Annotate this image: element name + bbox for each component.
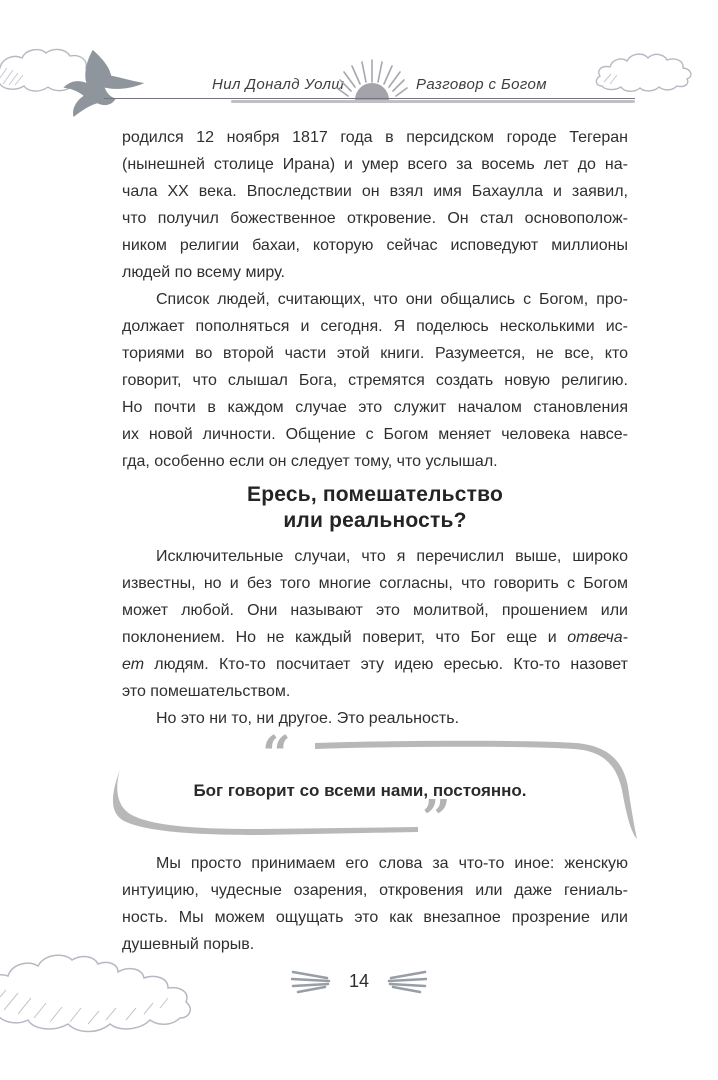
text-line: Список людей, считающих, что они общались с Богом, про- (156, 291, 628, 308)
paragraph (122, 850, 628, 958)
paragraph (122, 124, 628, 286)
paragraph (122, 705, 628, 732)
text-line: Но почти в каждом случае это служит началом становления (122, 399, 628, 416)
page-body (122, 124, 628, 958)
text-line: может любой. Они называют это молитвой, прошением или (122, 602, 628, 619)
text-line: ником религии бахаи, которую сейчас исповедуют миллионы (122, 237, 628, 254)
text-line: должает пополняться и сегодня. Я поделюсь несколькими ис- (122, 318, 628, 335)
text-line: ность. Мы можем ощущать это как внезапное прозрение или (122, 909, 628, 926)
sun-icon (336, 58, 408, 102)
header-author: Нил Доналд Уолш (212, 76, 345, 93)
page-footer (0, 968, 718, 994)
text-line: ет людям. Кто-то посчитает эту идею ересью. Кто-то назовет (122, 656, 628, 673)
dove-icon (56, 46, 148, 120)
section-heading-line2: или реальность? (283, 509, 467, 532)
wing-left-icon (291, 968, 331, 994)
text-line: гда, особенно если он следует тому, что услышал. (122, 453, 498, 470)
text-line: родился 12 ноября 1817 года в персидском городе Тегеран (122, 129, 628, 146)
quote-open-icon: “ (262, 724, 287, 783)
paragraph (122, 543, 628, 705)
text-line: людей по всему миру. (122, 264, 285, 281)
text-line: ториями во второй части этой книги. Разумеется, не все, кто (122, 345, 628, 362)
text-line: поклонением. Но не каждый поверит, что Бог еще и отвеча- (122, 629, 628, 646)
text-line: интуицию, чудесные озарения, откровения или даже гениаль- (122, 882, 628, 899)
text-line: Мы просто принимаем его слова за что-то иное: женскую (156, 855, 628, 872)
text-line: говорит, что слышал Бога, стремятся создать новую религию. (122, 372, 628, 389)
text-line: Но это ни то, ни другое. Это реальность. (156, 710, 460, 727)
text-line: чала XX века. Впоследствии он взял имя Бахаулла и заявил, (122, 183, 628, 200)
text-line: их новой личности. Общение с Богом меняет человека навсе- (122, 426, 628, 443)
text-line: (нынешней столице Ирана) и умер всего за восемь лет до на- (122, 156, 628, 173)
text-line: что получил божественное откровение. Он стал основополож- (122, 210, 628, 227)
header-rule-shadow (231, 100, 635, 103)
paragraph (122, 286, 628, 475)
header-rule (104, 98, 635, 99)
wing-right-icon (387, 968, 427, 994)
text-line: это помешательством. (122, 683, 291, 700)
cloud-bottom-left-icon (0, 952, 222, 1042)
quote-close-icon: ” (422, 788, 447, 847)
text-line: Исключительные случаи, что я перечислил выше, широко (156, 548, 628, 565)
pull-quote (110, 724, 640, 847)
section-heading (122, 482, 628, 534)
text-line: известны, но и без того многие согласны, что говорить с Богом (122, 575, 628, 592)
pull-quote-text: Бог говорит со всеми нами, постоянно. (193, 781, 527, 800)
section-heading-line1: Ересь, помешательство (247, 483, 503, 506)
text-line: душевный порыв. (122, 936, 255, 953)
page-number: 14 (348, 970, 370, 991)
cloud-top-right-icon (594, 50, 702, 96)
header-book-title: Разговор с Богом (416, 76, 547, 93)
